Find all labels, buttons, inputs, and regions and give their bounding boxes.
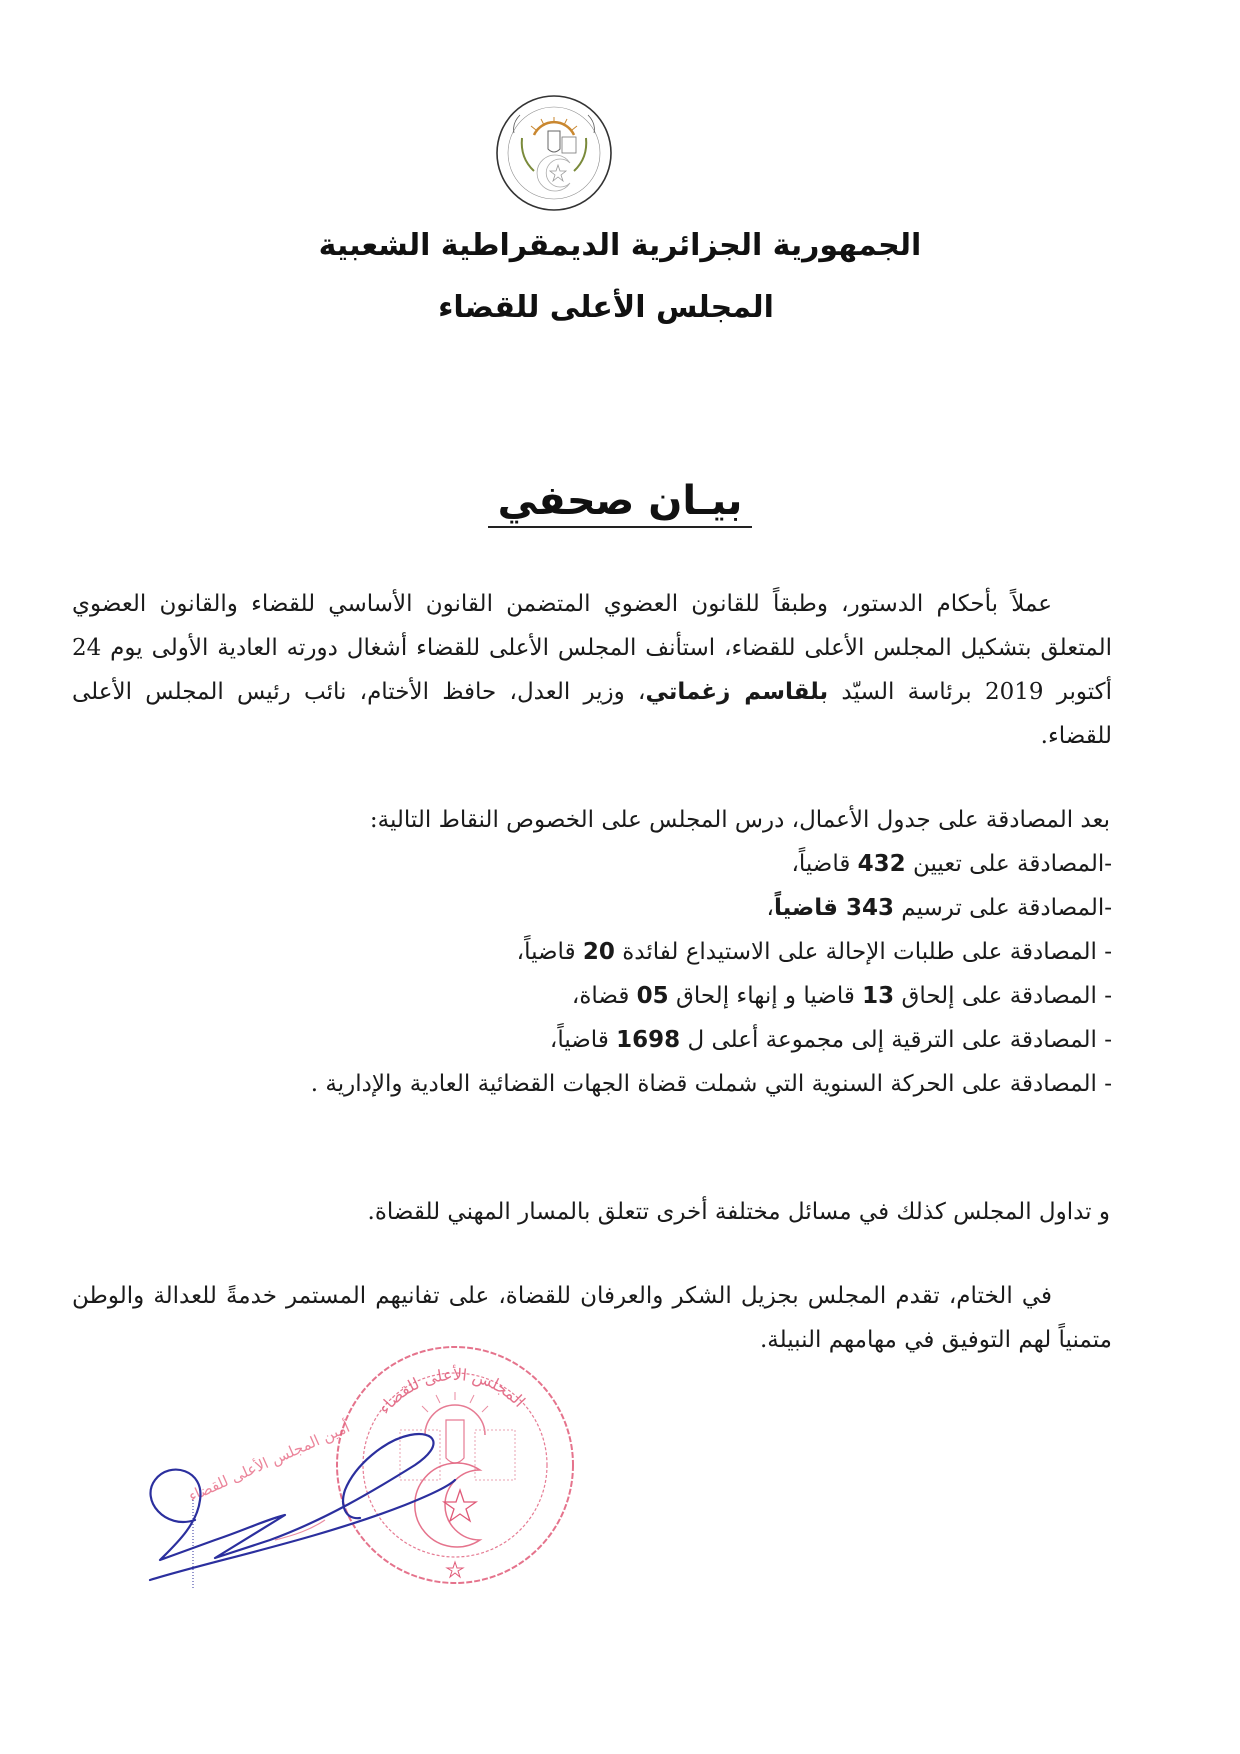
- decision-count: 343: [845, 895, 894, 921]
- decision-text: قضاة،: [571, 983, 637, 1009]
- decision-text: قاضيا و إنهاء إلحاق: [668, 983, 863, 1009]
- decision-text: -المصادقة على تعيين: [905, 851, 1112, 877]
- decision-item: [152, 1062, 1112, 1106]
- decision-item: [152, 842, 1112, 886]
- country-name-heading: الجمهورية الجزائرية الديمقراطية الشعبية: [318, 228, 922, 263]
- decision-count: 20: [582, 939, 615, 965]
- decision-item: [152, 974, 1112, 1018]
- decision-text: - المصادقة على الترقية إلى مجموعة أعلى ل: [680, 1027, 1112, 1053]
- decision-item: [152, 1018, 1112, 1062]
- opening-paragraph: [72, 582, 1112, 758]
- institution-name-heading: المجلس الأعلى للقضاء: [438, 290, 774, 325]
- decision-text: قاضياً،: [549, 1027, 617, 1053]
- decisions-list: [152, 842, 1112, 1106]
- decision-item: [152, 886, 1112, 930]
- decision-text: ،: [766, 895, 774, 921]
- decision-text: قاضياً،: [791, 851, 858, 877]
- decision-count: 432: [857, 851, 906, 877]
- document-title: [0, 478, 1240, 524]
- algeria-national-emblem-icon: [494, 93, 614, 213]
- seal-ring-text: المجلس الأعلى للقضاء: [374, 1364, 530, 1418]
- closing-paragraph: في الختام، تقدم المجلس بجزيل الشكر والعرفان للقضاة، على تفانيهم المستمر خدمةً للعدالة والوطن متمنياً لهم التوفيق في مهامهم النبيلة.: [72, 1283, 1112, 1353]
- decision-count: 1698: [616, 1027, 681, 1053]
- decision-text: - المصادقة على إلحاق: [894, 983, 1112, 1009]
- handwritten-signature-icon: [95, 1380, 515, 1600]
- decision-count: 13: [862, 983, 895, 1009]
- decision-text: - المصادقة على الحركة السنوية التي شملت قضاة الجهات القضائية العادية والإدارية .: [310, 1071, 1112, 1097]
- decision-text: -المصادقة على ترسيم: [893, 895, 1112, 921]
- decision-item: [152, 930, 1112, 974]
- minister-name: بلقاسم زغماتي: [645, 679, 829, 705]
- decision-text: - المصادقة على طلبات الإحالة على الاستيداع لفائدة: [614, 939, 1112, 965]
- agenda-intro-line: بعد المصادقة على جدول الأعمال، درس المجلس على الخصوص النقاط التالية:: [369, 807, 1110, 833]
- opening-text-after-name: ، وزير العدل، حافظ الأختام، نائب رئيس المجلس الأعلى للقضاء.: [72, 679, 1112, 749]
- decision-text: قاضياً،: [516, 939, 583, 965]
- opening-text-before-name: عملاً بأحكام الدستور، وطبقاً للقانون العضوي المتضمن القانون الأساسي للقضاء والقانون العضوي المتعلق بتشكيل المجلس الأعلى للقضاء، استأنف المجلس الأعلى للقضاء أشغال دورته العادية الأولى يوم 24 أكتوبر 2019 برئاسة السيّد: [72, 591, 1113, 705]
- stamp-secretary-text: أمين المجلس الأعلى للقضاء: [185, 1417, 353, 1506]
- decision-count: 05: [636, 983, 669, 1009]
- decision-text: قاضياً: [773, 895, 846, 921]
- deliberation-paragraph: و تداول المجلس كذلك في مسائل مختلفة أخرى تتعلق بالمسار المهني للقضاة.: [367, 1199, 1110, 1225]
- document-title-text: بيـان صحفي: [488, 478, 753, 528]
